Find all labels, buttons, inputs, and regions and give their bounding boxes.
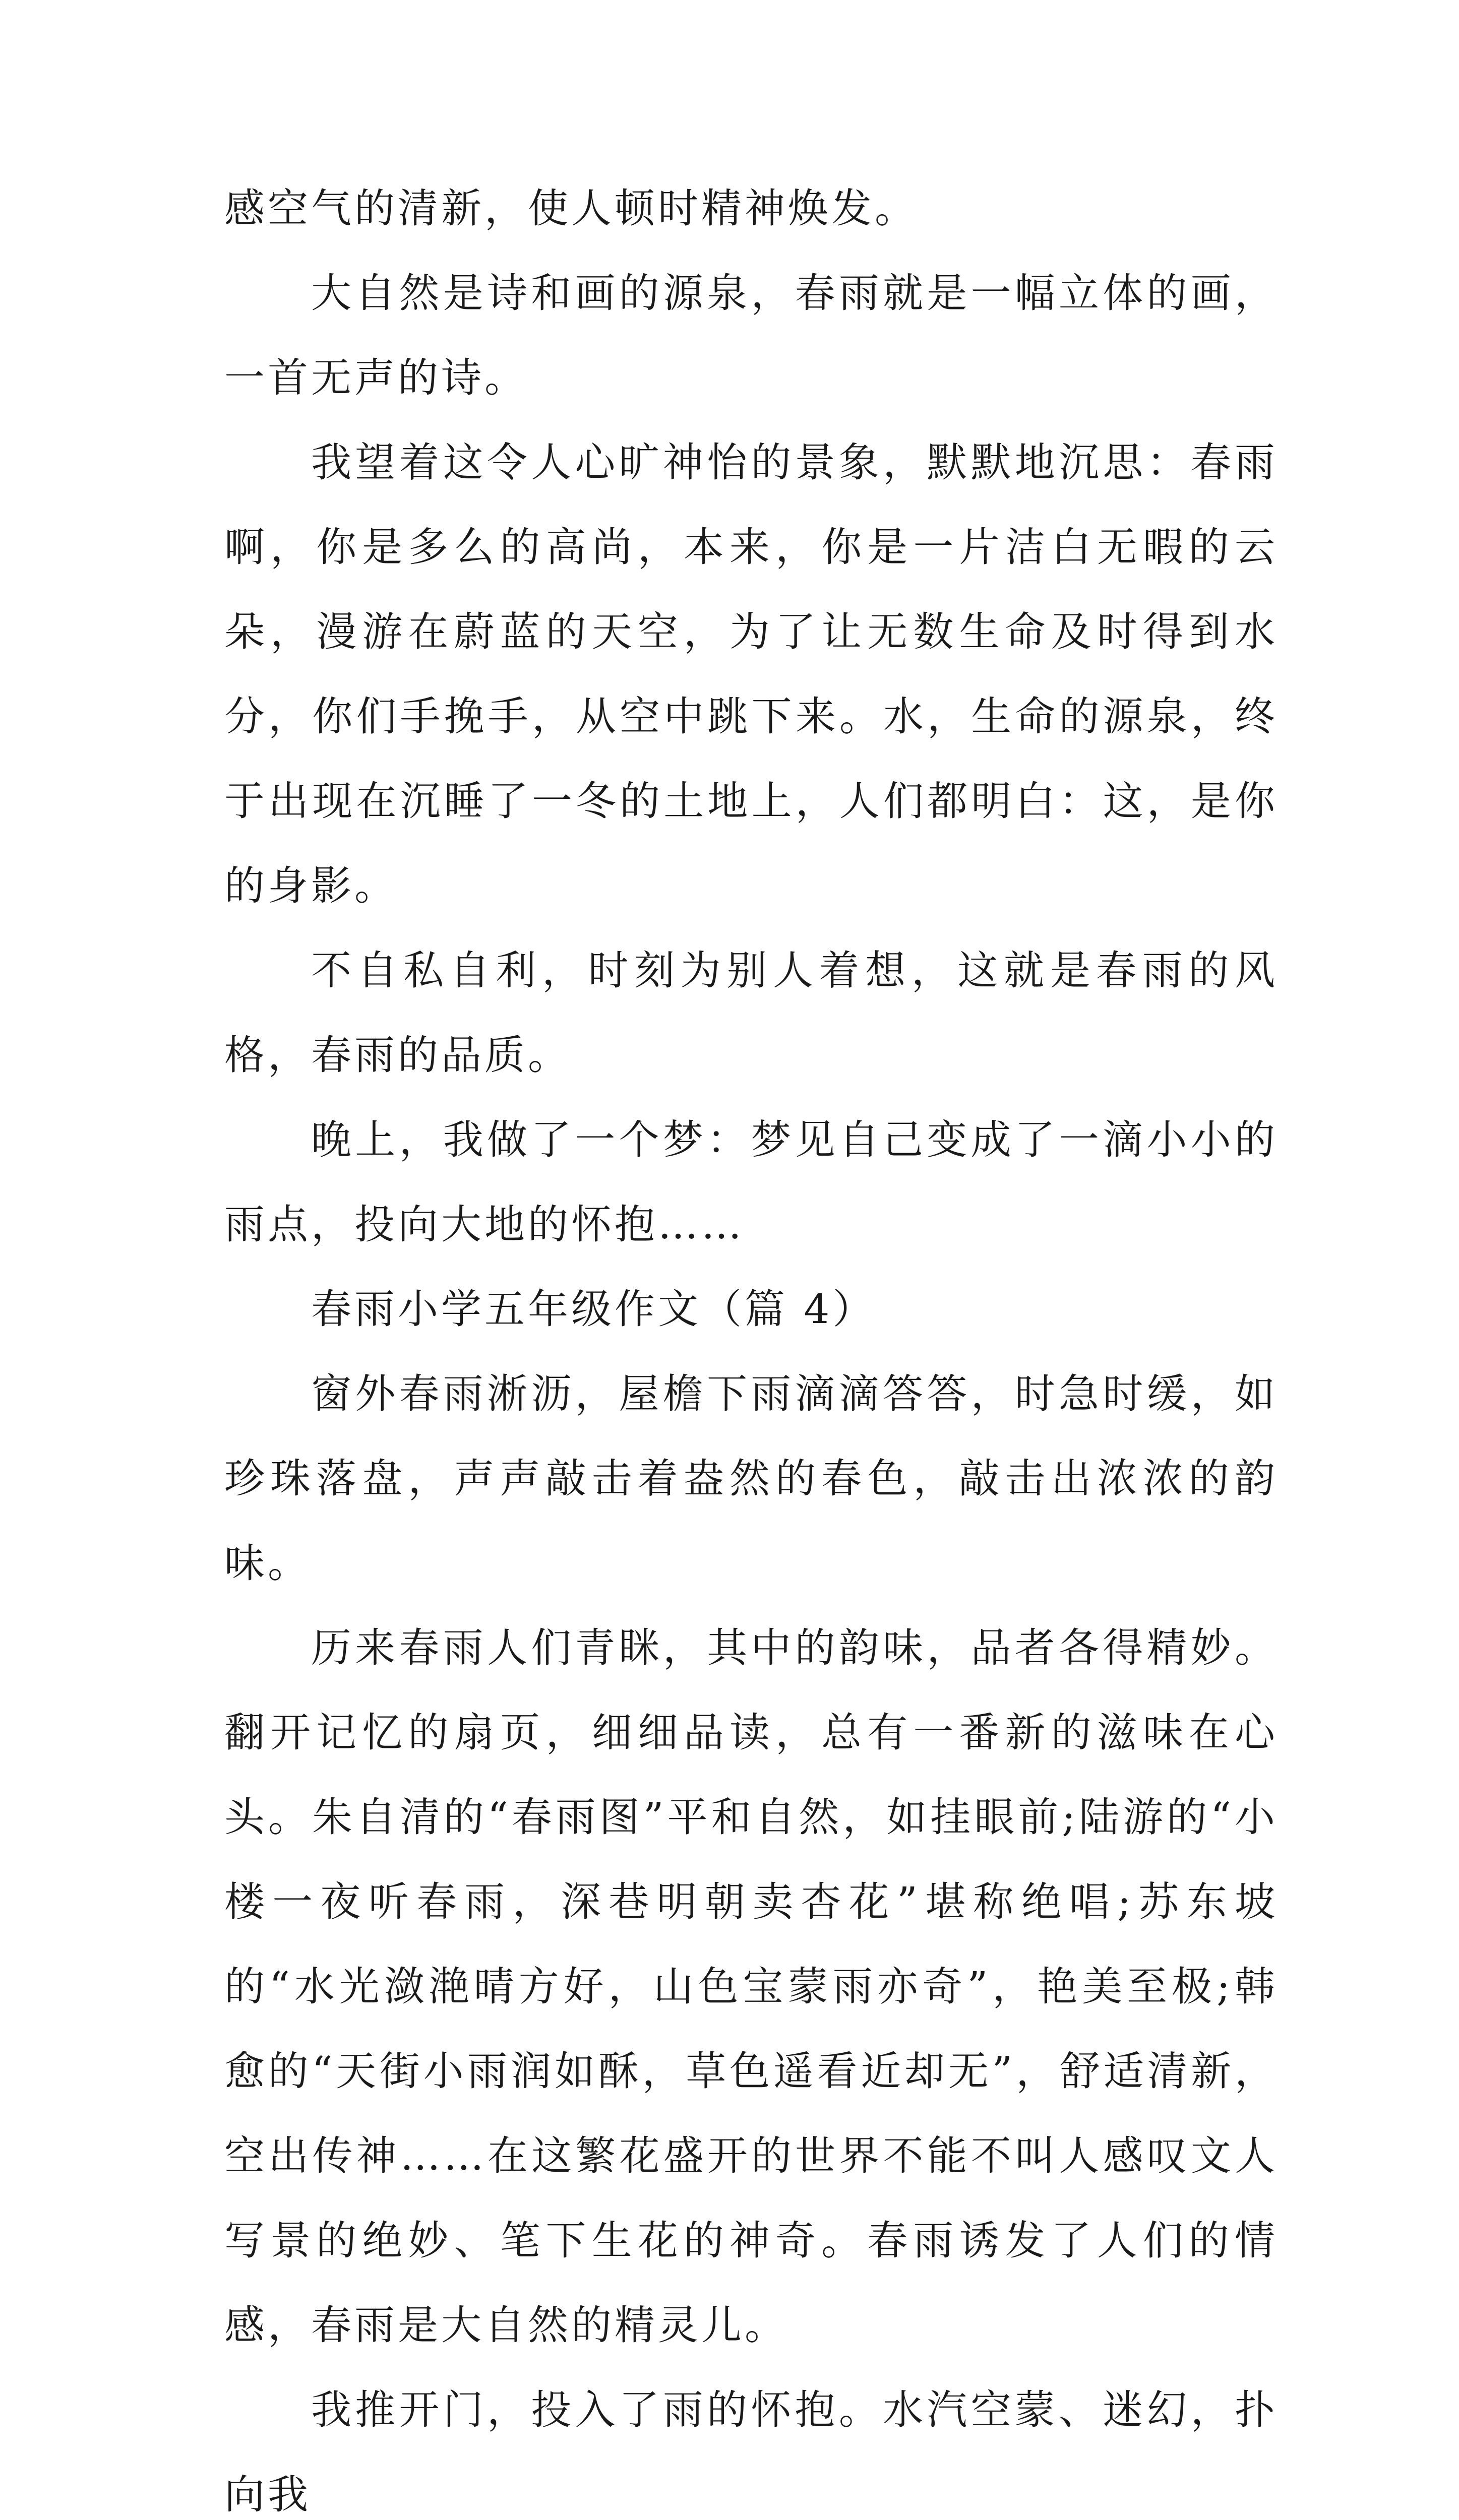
document-body — [224, 166, 1278, 2520]
paragraph: 晚上，我做了一个梦：梦见自己变成了一滴小小的雨点，投向大地的怀抱…… — [224, 1116, 1278, 1248]
paragraph: 历来春雨人们青眯，其中的韵味，品者各得精妙。翻开记忆的扇页，细细品读，总有一番新的滋味在心头。朱自清的“春雨图”平和自然，如挂眼前;陆游的“小楼一夜听春雨，深巷明朝卖杏花”堪称绝唱;苏东坡的“水光潋滟晴方好，山色宝蒙雨亦奇”，艳美至极;韩愈的“天街小雨润如酥，草色遥看近却无”，舒适清新，空出传神……在这繁花盛开的世界不能不叫人感叹文人写景的绝妙、笔下生花的神奇。春雨诱发了人们的情感，春雨是大自然的精灵儿。 — [224, 1624, 1278, 2349]
paragraph: 不自私自利，时刻为别人着想，这就是春雨的风格，春雨的品质。 — [224, 947, 1278, 1079]
paragraph: 大自然是诗和画的源泉，春雨就是一幅立体的画，一首无声的诗。 — [224, 270, 1278, 401]
section-heading: 春雨小学五年级作文（篇 4） — [311, 1286, 876, 1333]
paragraph: 窗外春雨淅沥，屋檐下雨滴滴答答，时急时缓，如珍珠落盘，声声敲击着盎然的春色，敲击出浓浓的韵味。 — [224, 1370, 1278, 1587]
paragraph: 我推开门，投入了雨的怀抱。水汽空蒙、迷幻，扑向我 — [224, 2386, 1278, 2518]
paragraph-continuation: 感空气的清新，使人顿时精神焕发。 — [224, 185, 918, 232]
paragraph: 我望着这令人心旷神怡的景象，默默地沉思：春雨啊，你是多么的高尚，本来，你是一片洁白无暇的云朵，漫游在蔚蓝的天空，为了让无数生命及时得到水分，你们手挽手，从空中跳下来。水，生命的源泉，终于出现在沉睡了一冬的土地上，人们都明白：这，是你的身影。 — [224, 439, 1278, 909]
